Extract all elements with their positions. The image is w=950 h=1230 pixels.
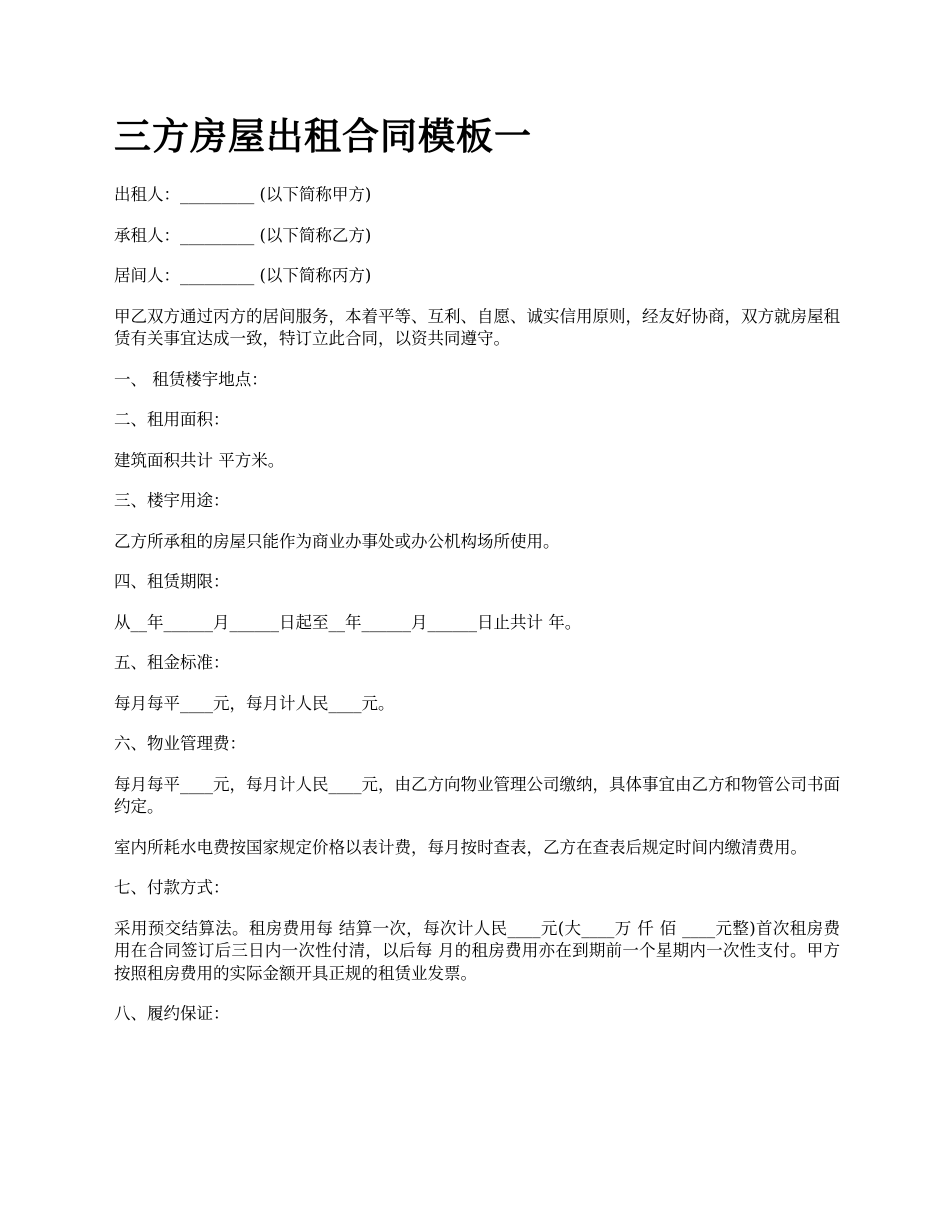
paragraph-utilities: 室内所耗水电费按国家规定价格以表计费，每月按时查表，乙方在查表后规定时间内缴清费用。 xyxy=(114,837,807,857)
paragraph-area: 建筑面积共计 平方米。 xyxy=(114,450,285,470)
section-heading-rent: 五、租金标准： xyxy=(114,653,230,672)
section-heading-area: 二、租用面积： xyxy=(114,410,230,429)
paragraph-preamble: 甲乙双方通过丙方的居间服务，本着平等、互利、自愿、诚实信用原则，经友好协商，双方就房屋租赁有关事宜达成一致，特订立此合同，以资共同遵守。 xyxy=(114,306,840,348)
paragraph-rent: 每月每平____元，每月计人民____元。 xyxy=(114,693,395,713)
paragraph-intermediary: 居间人：_________ (以下简称丙方) xyxy=(114,266,372,285)
paragraph-term: 从__年______月______日起至__年______月______日止共计 年。 xyxy=(114,612,582,632)
paragraph-lessor: 出租人：_________ (以下简称甲方) xyxy=(114,185,372,204)
section-heading-payment: 七、付款方式： xyxy=(114,878,230,897)
section-heading-guarantee: 八、履约保证： xyxy=(114,1004,230,1023)
paragraph-property-fee: 每月每平____元，每月计人民____元，由乙方向物业管理公司缴纳，具体事宜由乙方和物管公司书面约定。 xyxy=(114,774,840,816)
section-heading-term: 四、租赁期限： xyxy=(114,572,230,591)
section-heading-location: 一、 租赁楼宇地点： xyxy=(114,369,268,389)
paragraph-payment: 采用预交结算法。租房费用每 结算一次，每次计人民____元(大____万 仟 佰 ____元整)首次租房费用在合同签订后三日内一次性付清，以后每 月的租房费用亦在到期前一个星期内一次性支付。甲方按照租房费用的实际金额开具正规的租赁业发票。 xyxy=(114,918,840,983)
document-body xyxy=(114,112,840,1044)
paragraph-lessee: 承租人：_________ (以下简称乙方) xyxy=(114,225,372,245)
section-heading-property-fee: 六、物业管理费： xyxy=(114,734,246,753)
document-title: 三方房屋出租合同模板一 xyxy=(114,114,532,158)
paragraph-usage: 乙方所承租的房屋只能作为商业办事处或办公机构场所使用。 xyxy=(114,531,560,551)
section-heading-usage: 三、楼宇用途： xyxy=(114,491,230,510)
